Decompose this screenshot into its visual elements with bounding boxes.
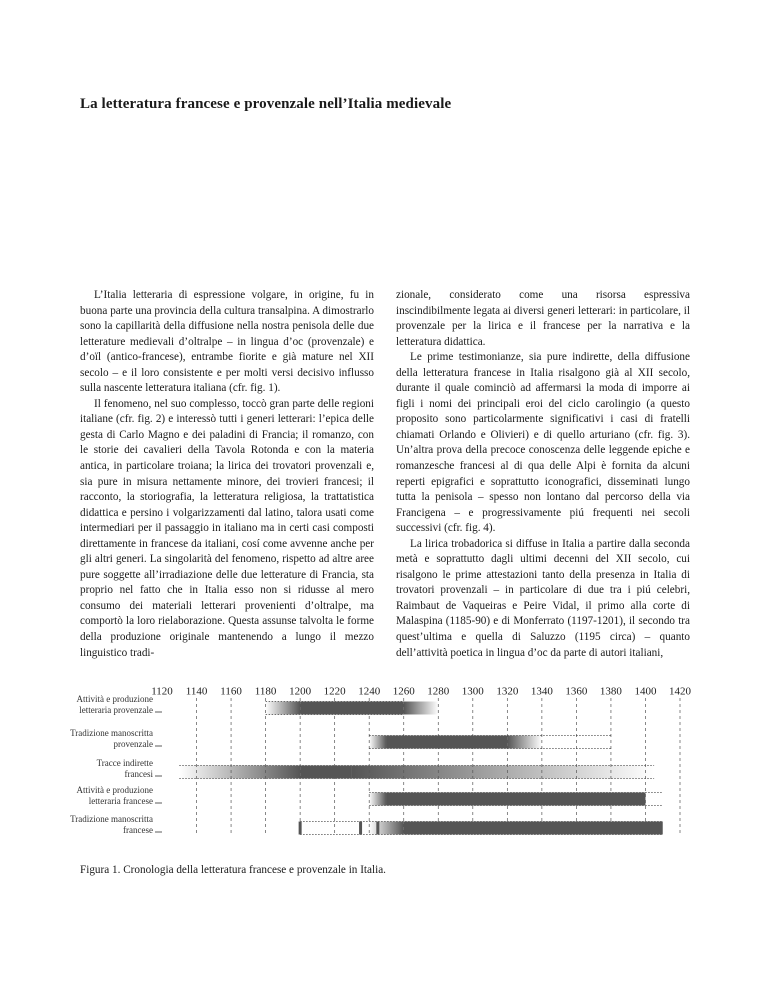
row-label: letteraria francese — [88, 796, 153, 806]
row-label: provenzale — [113, 739, 153, 749]
fade-in-bar — [179, 766, 300, 779]
text-column-right — [396, 288, 690, 661]
tick-label: 1160 — [220, 686, 242, 698]
fade-in-bar — [369, 822, 404, 835]
paragraph: Le prime testimonianze, sia pure indirette, della diffusione della letteratura francese in Italia risalgono già al XII secolo, durante il quale cominciò ad affermarsi la moda di imporre ai figli i nomi dei principali eroi del ciclo carolingio (a questo proposito sono particolarmente significativi i casi di fratelli chiamati Orlando e Olivieri) e di quello arturiano (cfr. fig. 3). Un’altra prova della precoce conoscenza delle leggende epiche e romanzesche francesi al di qua delle Alpi è fornita da alcuni reperti epigrafici e soprattutto iconografici, disseminati lungo tutta la penisola – spesso non lontano dal percorso della via Francigena – e progressivamente piú frequenti nei secoli successivi (cfr. fig. 4). — [396, 351, 690, 535]
tick-label: 1420 — [669, 686, 691, 698]
fade-in-bar — [266, 702, 301, 715]
tick-label: 1220 — [323, 686, 346, 698]
timeline-row — [70, 814, 663, 835]
row-label: Attività e produzione — [76, 785, 153, 795]
fade-in-bar — [369, 793, 386, 806]
tick-label: 1180 — [254, 686, 277, 698]
paragraph: zionale, considerato come una risorsa espressiva inscindibilmente legata ai diversi generi letterari: in particolare, il provenzale per la lirica e il francese per la narrativa e la letteratura didattica. — [396, 289, 690, 348]
tick-label: 1380 — [599, 686, 622, 698]
solid-bar — [300, 766, 352, 779]
solid-bar — [300, 702, 404, 715]
row-label: letteraria provenzale — [79, 705, 153, 715]
row-label: francese — [123, 825, 153, 835]
fade-out-bar — [507, 736, 542, 749]
tick-label: 1260 — [392, 686, 415, 698]
page-title: La letteratura francese e provenzale nell’Italia medievale — [80, 96, 452, 112]
solid-bar — [386, 793, 645, 806]
row-label: Tradizione manoscritta — [70, 728, 153, 738]
tick-label: 1200 — [289, 686, 312, 698]
evidence-mark — [376, 822, 379, 835]
tick-label: 1280 — [427, 686, 450, 698]
paragraph: L’Italia letteraria di espressione volgare, in origine, fu in buona parte una provincia della cultura transalpina. A dimostrarlo sono la capillarità della diffusione nella nostra penisola delle due letterature medievali d’oltralpe – in lingua d’oc (provenzale) e d’oïl (antico-francese), entrambe fiorite e già mature nel XII secolo – e il loro consistente e per molti versi decisivo influsso sulla nascente letteratura italiana (cfr. fig. 1). — [80, 289, 374, 395]
timeline-row — [97, 758, 655, 779]
paragraph: Il fenomeno, nel suo complesso, toccò gran parte delle regioni italiane (cfr. fig. 2) e interessò tutti i generi letterari: l’epica delle gesta di Carlo Magno e dei paladini di Francia; il romanzo, con le storie dei cavalieri della Tavola Rotonda e con la materia antica, in particolare troiana; la lirica dei trovatori provenzali e, sia pure in misura nettamente minore, dei trovieri francesi; il racconto, la storiografia, la letteratura religiosa, la trattatistica didattica e persino i volgarizzamenti dal latino, talora usati come intermediari per il passaggio in italiano ma in certi casi composti direttamente in francese da italiani, cosí come avvenne anche per gli altri generi. La singolarità del fenomeno, rispetto ad altre aree pure soggette all’irradiazione delle due letterature di Francia, sta proprio nel fatto che in Italia esso non si ridusse al mero consumo dei materiali letterari provenienti d’oltralpe, ma comportò la loro rielaborazione. Questa assunse talvolta le forme della produzione originale mantenendo a lungo il mezzo linguistico tradi- — [80, 397, 374, 659]
fade-out-bar — [352, 766, 654, 779]
row-label: francesi — [124, 769, 153, 779]
figure-caption: Figura 1. Cronologia della letteratura francese e provenzale in Italia. — [80, 864, 386, 876]
x-axis-ticks — [151, 686, 691, 697]
solid-bar — [386, 736, 507, 749]
evidence-mark — [359, 822, 362, 835]
paragraph: La lirica trobadorica si diffuse in Italia a partire dalla seconda metà e soprattutto dagli ultimi decenni del XII secolo, cui risalgono le prime attestazioni tanto della presenza in Italia di trovatori provenzali – in particolare di due tra i piú celebri, Raimbaut de Vaqueiras e Peire Vidal, il primo alla corte di Malaspina (1185-90) e di Monferrato (1197-1201), il secondo tra quest’ultima e quella di Saluzzo (1195 circa) – quanto dell’attività poetica in lingua d’oc da parte di autori italiani, — [396, 537, 690, 659]
text-column-left — [80, 288, 374, 661]
tick-label: 1360 — [565, 686, 588, 698]
chart-rows — [70, 694, 663, 835]
timeline-chart — [0, 686, 768, 846]
row-label: Attività e produzione — [76, 694, 153, 704]
tick-label: 1320 — [496, 686, 519, 698]
timeline-row — [70, 728, 611, 749]
row-label: Tradizione manoscritta — [70, 814, 153, 824]
fade-in-bar — [369, 736, 386, 749]
tick-label: 1120 — [151, 686, 173, 698]
tick-label: 1400 — [634, 686, 657, 698]
row-label: Tracce indirette — [96, 758, 153, 768]
tick-label: 1340 — [530, 686, 553, 698]
tick-label: 1140 — [185, 686, 208, 698]
fade-out-bar — [404, 702, 439, 715]
tick-label: 1240 — [358, 686, 381, 698]
solid-bar — [404, 822, 663, 835]
evidence-mark — [299, 822, 302, 835]
timeline-row — [77, 785, 663, 806]
tick-label: 1300 — [461, 686, 484, 698]
